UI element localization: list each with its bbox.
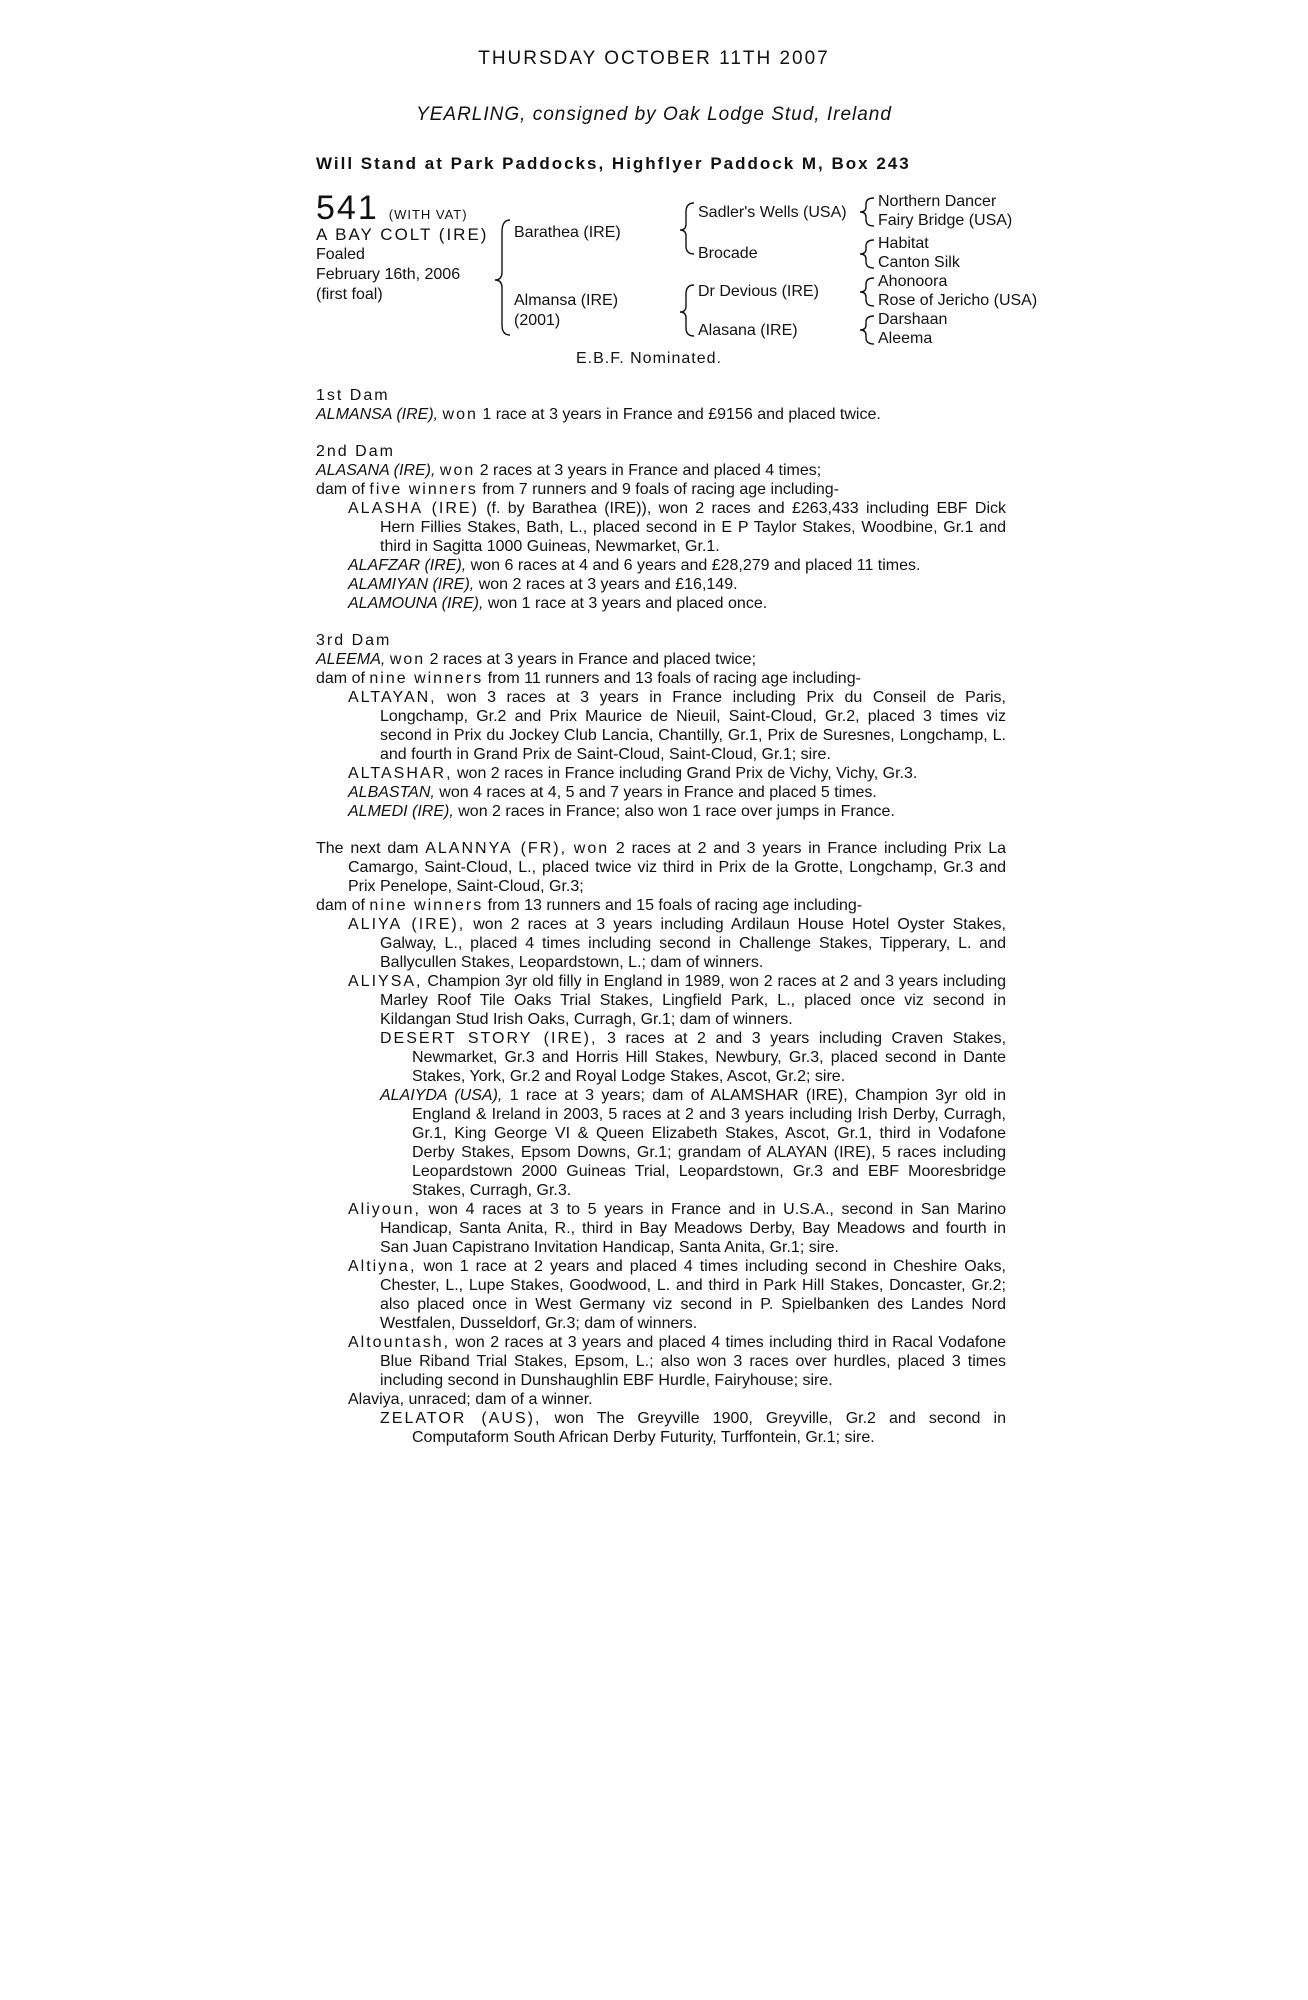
dam3-dam-of (316, 669, 1006, 688)
dam3-won: won (389, 651, 426, 668)
catalogue-body (316, 386, 1006, 1447)
dam3-winners-count: nine winners (369, 670, 484, 687)
consignor-line: YEARLING, consigned by Oak Lodge Stud, Ireland (416, 104, 892, 125)
dam3-name: ALEEMA, (316, 651, 386, 668)
dam3-title: 3rd Dam (316, 632, 392, 649)
progeny-entry (316, 783, 1006, 802)
progeny-text: won 4 races at 4, 5 and 7 years in France and placed 5 times. (434, 784, 877, 801)
pedigree-sdd: Canton Silk (878, 254, 960, 271)
progeny-entry (316, 1257, 1006, 1333)
dam2-progeny-list (316, 499, 1006, 613)
dam2-dam-of (316, 480, 1006, 499)
next-dam-winners-count: nine winners (369, 897, 484, 914)
progeny-name: ZELATOR (AUS), (380, 1410, 542, 1427)
dam3-progeny-list (316, 688, 1006, 821)
progeny-entry (316, 688, 1006, 764)
progeny-name: ALAMOUNA (IRE), (348, 595, 484, 612)
progeny-text: won 2 races at 3 years including Ardilaun House Hotel Oyster Stakes, Galway, L., placed 4 times including second in Challenge Stakes, Tipperary, L. and Ballycullen Stakes, Leopardstown, L.; dam of winners. (380, 916, 1006, 971)
progeny-name: ALTASHAR, (348, 765, 453, 782)
next-dam-lead: The next dam (316, 840, 419, 857)
progeny-name: ALTAYAN, (348, 689, 437, 706)
dam2-won: won (439, 462, 476, 479)
lot-name: A BAY COLT (IRE) (316, 225, 489, 244)
progeny-text: won The Greyville 1900, Greyville, Gr.2 and second in Computaform South African Derby Futurity, Turffontein, Gr.1; sire. (412, 1410, 1006, 1446)
progeny-name: ALIYA (IRE), (348, 916, 466, 933)
progeny-name: ALASHA (IRE) (348, 500, 479, 517)
progeny-entry (316, 915, 1006, 972)
vat-note: (WITH VAT) (388, 207, 468, 222)
progeny-entry (316, 1200, 1006, 1257)
dam3-summary (316, 650, 1006, 669)
progeny-name: Altiyna, (348, 1258, 417, 1275)
pedigree-ddd: Aleema (878, 330, 933, 347)
pedigree-dam: Almansa (IRE) (514, 292, 619, 309)
progeny-text: won 2 races in France; also won 1 race over jumps in France. (453, 803, 895, 820)
progeny-name: ALBASTAN, (348, 784, 435, 801)
progeny-entry (316, 556, 1006, 575)
progeny-entry (316, 1086, 1006, 1200)
progeny-name: ALMEDI (IRE), (348, 803, 454, 820)
progeny-name: ALIYSA, (348, 973, 423, 990)
dam3-dam-of-pre: dam of (316, 670, 365, 687)
pedigree-ss: Sadler's Wells (USA) (698, 204, 847, 221)
foal-note: (first foal) (316, 286, 383, 303)
progeny-text: 3 races at 2 and 3 years including Craven Stakes, Newmarket, Gr.3 and Horris Hill Stakes, Newbury, Gr.3, placed second in Dante Stakes, York, Gr.2 and Royal Lodge Stakes, Ascot, Gr.2; sire. (412, 1030, 1007, 1085)
progeny-text: won 2 races at 3 years and £16,149. (474, 576, 738, 593)
progeny-name: Altountash, (348, 1334, 451, 1351)
pedigree-ds: Dr Devious (IRE) (698, 283, 819, 300)
progeny-text: unraced; dam of a winner. (404, 1391, 593, 1408)
progeny-text: won 1 race at 2 years and placed 4 times including second in Cheshire Oaks, Chester, L., Lupe Stakes, Goodwood, L. and third in Park Hill Stakes, Doncaster, Gr.2; also placed once in West Germany viz second in P. Spielbanken des Landes Nord Westfalen, Dusseldorf, Gr.3; dam of winners. (380, 1258, 1006, 1332)
pedigree-sd: Brocade (698, 245, 758, 262)
pedigree-dam-year: (2001) (514, 312, 561, 329)
next-dam-dam-of-post: from 13 runners and 15 foals of racing age including- (487, 897, 863, 914)
dam2-title: 2nd Dam (316, 443, 395, 460)
progeny-entry (316, 1390, 1006, 1409)
dam2-summary (316, 461, 1006, 480)
pedigree-sire: Barathea (IRE) (514, 224, 621, 241)
pedigree-dd: Alasana (IRE) (698, 322, 798, 339)
progeny-text: won 3 races at 3 years in France including Prix du Conseil de Paris, Longchamp, Gr.2 and Prix Maurice de Nieuil, Saint-Cloud, Gr.2, placed 3 times viz second in Prix du Jockey Club Lancia, Chantilly, Gr.1, Prix de Suresnes, Longchamp, L. and fourth in Grand Prix de Saint-Cloud, Saint-Cloud, Gr.1; sire. (380, 689, 1006, 763)
progeny-text: 1 race at 3 years; dam of ALAMSHAR (IRE), Champion 3yr old in England & Ireland in 2003, 5 races at 2 and 3 years including Irish Derby, Curragh, Gr.1, King George VI & Queen Elizabeth Stakes, Ascot, Gr.1, third in Vodafone Derby Stakes, Epsom Downs, Gr.1; grandam of ALAYAN (IRE), 5 races including Leopardstown 2000 Guineas Trial, Leopardstown, Gr.3 and EBF Mooresbridge Stakes, Curragh, Gr.3. (412, 1087, 1007, 1199)
pedigree-dss: Ahonoora (878, 273, 948, 290)
foaled-label: Foaled (316, 246, 365, 263)
stand-location: Will Stand at Park Paddocks, Highflyer Paddock M, Box 243 (316, 154, 911, 173)
pedigree-sds: Habitat (878, 235, 929, 252)
dam1-summary (316, 405, 1006, 424)
pedigree-dsd: Rose of Jericho (USA) (878, 292, 1038, 309)
progeny-entry (316, 972, 1006, 1029)
pedigree-ssd: Fairy Bridge (USA) (878, 212, 1013, 229)
progeny-name: Aliyoun, (348, 1201, 421, 1218)
next-dam-summary (316, 839, 1006, 896)
pedigree-braces (0, 0, 1308, 360)
next-dam-dam-of-pre: dam of (316, 897, 365, 914)
lot-number: 541 (316, 189, 379, 227)
progeny-name: DESERT STORY (IRE), (380, 1030, 598, 1047)
dam1-won: won (442, 406, 478, 423)
progeny-text: won 1 race at 3 years and placed once. (483, 595, 768, 612)
dam2-winners-count: five winners (369, 481, 478, 498)
progeny-text: won 2 races in France including Grand Prix de Vichy, Vichy, Gr.3. (452, 765, 918, 782)
progeny-name: ALAFZAR (IRE), (348, 557, 467, 574)
dam3-dam-of-post: from 11 runners and 13 foals of racing age including- (487, 670, 861, 687)
next-dam-text: 2 races at 2 and 3 years in France including Prix La Camargo, Saint-Cloud, L., placed twice viz third in Prix de la Grotte, Longchamp, Gr.3 and Prix Penelope, Saint-Cloud, Gr.3; (348, 840, 1006, 895)
foaled-date: February 16th, 2006 (316, 266, 461, 283)
progeny-text: won 2 races at 3 years and placed 4 times including third in Racal Vodafone Blue Riband Trial Stakes, Epsom, L.; also won 3 races over hurdles, placed 3 times including second in Dunshaughlin EBF Hurdle, Fairyhouse; sire. (380, 1334, 1006, 1389)
next-dam-name: ALANNYA (FR), (425, 840, 568, 857)
dam1-title: 1st Dam (316, 387, 390, 404)
pedigree-dds: Darshaan (878, 311, 948, 328)
progeny-text: won 4 races at 3 to 5 years in France and in U.S.A., second in San Marino Handicap, Santa Anita, R., third in Bay Meadows Derby, Bay Meadows and fourth in San Juan Capistrano Invitation Handicap, Santa Anita, Gr.1; sire. (380, 1201, 1006, 1256)
progeny-entry (316, 499, 1006, 556)
progeny-entry (316, 575, 1006, 594)
dam2-dam-of-post: from 7 runners and 9 foals of racing age including- (482, 481, 839, 498)
dam3-text: 2 races at 3 years in France and placed twice; (429, 651, 757, 668)
next-dam-progeny-list (316, 915, 1006, 1447)
progeny-name: ALAMIYAN (IRE), (348, 576, 475, 593)
progeny-entry (316, 1409, 1006, 1447)
dam2-text: 2 races at 3 years in France and placed 4 times; (479, 462, 822, 479)
progeny-name: Alaviya, (348, 1391, 405, 1408)
dam1-text: 1 race at 3 years in France and £9156 and placed twice. (482, 406, 881, 423)
dam2-dam-of-pre: dam of (316, 481, 365, 498)
progeny-entry (316, 1333, 1006, 1390)
pedigree-sss: Northern Dancer (878, 193, 997, 210)
progeny-text: (f. by Barathea (IRE)), won 2 races and £263,433 including EBF Dick Hern Fillies Stakes, Bath, L., placed second in E P Taylor Stakes, Woodbine, Gr.1 and third in Sagitta 1000 Guineas, Newmarket, Gr.1. (380, 500, 1007, 555)
sale-date: THURSDAY OCTOBER 11TH 2007 (478, 48, 830, 69)
progeny-entry (316, 594, 1006, 613)
dam1-name: ALMANSA (IRE), (316, 406, 439, 423)
progeny-entry (316, 764, 1006, 783)
progeny-entry (316, 1029, 1006, 1086)
dam2-name: ALASANA (IRE), (316, 462, 436, 479)
ebf-note: E.B.F. Nominated. (576, 350, 722, 367)
progeny-name: ALAIYDA (USA), (380, 1087, 503, 1104)
progeny-entry (316, 802, 1006, 821)
progeny-text: won 6 races at 4 and 6 years and £28,279 and placed 11 times. (466, 557, 921, 574)
progeny-text: Champion 3yr old filly in England in 1989, won 2 races at 2 and 3 years including Marley Roof Tile Oaks Trial Stakes, Lingfield Park, L., placed once viz second in Kildangan Stud Irish Oaks, Curragh, Gr.1; dam of winners. (380, 973, 1006, 1028)
next-dam-won: won (573, 840, 610, 857)
next-dam-dam-of (316, 896, 1006, 915)
